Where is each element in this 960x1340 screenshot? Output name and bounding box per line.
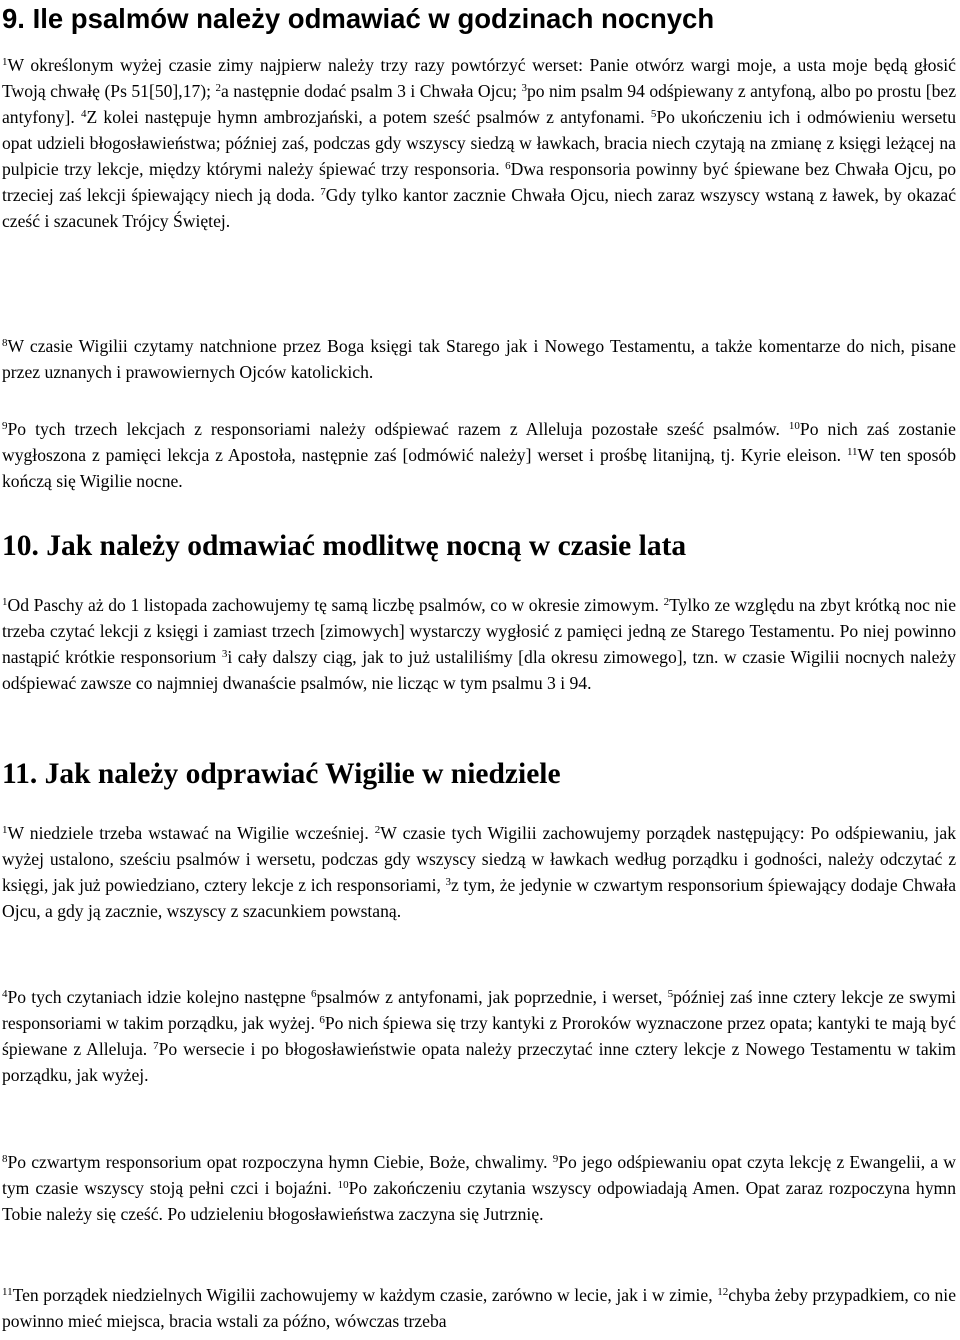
verse-text: psalmów z antyfonami, jak poprzednie, i werset, bbox=[316, 987, 668, 1007]
verse-number: 9 bbox=[2, 420, 8, 432]
verse-number: 1 bbox=[2, 596, 8, 608]
verse-text: po nim psalm 94 odśpiewany z antyfoną, albo po prostu [bez antyfony]. bbox=[2, 81, 957, 127]
verse-text: z tym, że jedynie w czwartym responsorium śpiewający dodaje Chwała Ojcu, a gdy ją zacznie, wszyscy z szacunkiem powstaną. bbox=[2, 875, 956, 921]
verse-number: 11 bbox=[2, 1286, 13, 1298]
section-title: 10. Jak należy odmawiać modlitwę nocną w czasie lata bbox=[2, 530, 687, 562]
paragraph bbox=[2, 52, 956, 234]
verse-number: 10 bbox=[337, 1179, 349, 1191]
section-11-p1 bbox=[2, 820, 956, 924]
paragraph bbox=[2, 1149, 956, 1227]
verse-text: Po tych trzech lekcjach z responsoriami należy odśpiewać razem z Alleluja pozostałe sześć psalmów. bbox=[7, 419, 789, 439]
section-11 bbox=[2, 757, 956, 791]
paragraph bbox=[2, 416, 956, 494]
paragraph bbox=[2, 333, 956, 385]
verse-text: Po nich śpiewa się trzy kantyki z Proroków wyznaczone przez opata; kantyki te mają być śpiewane z Alleluja. bbox=[2, 1013, 956, 1059]
verse-text: później zaś inne cztery lekcje ze swymi responsoriami w takim porządku, jak wyżej. bbox=[2, 987, 957, 1033]
verse-number: 7 bbox=[320, 186, 326, 198]
verse-text: Tylko ze względu na zbyt krótką noc nie trzeba czytać lekcji z księgi i zamiast trzech [zimowych] wystarczy wygłosić z pamięci jedną ze Starego Testamentu. Po niej powinno nastąpić krótkie responsorium bbox=[2, 595, 957, 667]
verse-text: W czasie tych Wigilii zachowujemy porządek następujący: Po odśpiewaniu, jak wyżej ustalono, sześciu psalmów i wersetu, podczas gdy wszyscy siedzą w ławkach według porządku i godności, należy odczytać z księgi, jak już powiedziano, cztery lekcje z ich responsoriami, bbox=[2, 823, 956, 895]
verse-number: 2 bbox=[215, 82, 221, 94]
verse-text: W ten sposób kończą się Wigilie nocne. bbox=[2, 445, 957, 491]
section-9-p3 bbox=[2, 416, 956, 494]
paragraph bbox=[2, 984, 956, 1088]
verse-number: 12 bbox=[717, 1286, 729, 1298]
paragraph bbox=[2, 1282, 956, 1334]
verse-text: Dwa responsoria powinny być śpiewane bez Chwała Ojcu, po trzeciej zaś lekcji śpiewający niech ją doda. bbox=[2, 159, 957, 205]
section-title: 9. Ile psalmów należy odmawiać w godzinach nocnych bbox=[2, 3, 715, 34]
section-title: 11. Jak należy odprawiać Wigilie w niedziele bbox=[2, 758, 561, 790]
section-9 bbox=[2, 2, 956, 36]
section-11-p3 bbox=[2, 1149, 956, 1227]
verse-number: 4 bbox=[2, 988, 8, 1000]
verse-number: 3 bbox=[221, 648, 228, 660]
verse-text: Gdy tylko kantor zacznie Chwała Ojcu, niech zaraz wszyscy wstaną z ławek, by okazać cześć i szacunek Trójcy Świętej. bbox=[2, 185, 956, 231]
verse-number: 8 bbox=[2, 337, 8, 349]
verse-text: W określonym wyżej czasie zimy najpierw należy trzy razy powtórzyć werset: Panie otwórz wargi moje, a usta moje będą głosić Twoją chwałę (Ps 51[50],17); bbox=[2, 55, 956, 101]
verse-text: a następnie dodać psalm 3 i Chwała Ojcu; bbox=[221, 81, 522, 101]
verse-number: 7 bbox=[153, 1040, 159, 1052]
verse-number: 10 bbox=[788, 420, 800, 432]
verse-number: 8 bbox=[2, 1153, 8, 1165]
section-11-p4 bbox=[2, 1282, 956, 1334]
verse-text: W niedziele trzeba wstawać na Wigilie wcześniej. bbox=[7, 823, 375, 843]
verse-number: 11 bbox=[846, 446, 858, 458]
verse-text: Od Paschy aż do 1 listopada zachowujemy tę samą liczbę psalmów, co w okresie zimowym. bbox=[7, 595, 664, 615]
paragraph bbox=[2, 592, 956, 696]
verse-text: Po ukończeniu ich i odmówieniu wersetu opat udzieli błogosławieństwa; później zaś, podczas gdy wszyscy siedzą w ławkach, bracia niech czytają na zmianę z księgi leżącej na pulpicie trzy lekcje, między którymi należy śpiewać trzy responsoria. bbox=[2, 107, 956, 179]
verse-number: 6 bbox=[505, 160, 511, 172]
verse-number: 3 bbox=[521, 82, 527, 94]
verse-number: 3 bbox=[445, 876, 451, 888]
verse-text: Po jego odśpiewaniu opat czyta lekcję z Ewangelii, a w tym czasie wszyscy stoją pełni czci i bojaźni. bbox=[2, 1152, 957, 1198]
verse-number: 2 bbox=[663, 596, 670, 608]
verse-text: Po zakończeniu czytania wszyscy odpowiadają Amen. Opat zaraz rozpoczyna hymn Tobie należy się cześć. Po udzieleniu błogosławieństwa zaczyna się Jutrznię. bbox=[2, 1178, 956, 1224]
verse-text: W czasie Wigilii czytamy natchnione przez Boga księgi tak Starego jak i Nowego Testamentu, a także komentarze do nich, pisane przez uznanych i prawowiernych Ojców katolickich. bbox=[2, 336, 956, 382]
verse-text: Po czwartym responsorium opat rozpoczyna hymn Ciebie, Boże, chwalimy. bbox=[7, 1152, 553, 1172]
verse-text: Po nich zaś zostanie wygłoszona z pamięci lekcja z Apostoła, następnie zaś [odmówić należy] werset i prośbę litanijną, tj. Kyrie eleison. bbox=[2, 419, 956, 465]
verse-number: 9 bbox=[552, 1153, 559, 1165]
section-10 bbox=[2, 529, 956, 563]
verse-text: Po tych czytaniach idzie kolejno następne bbox=[7, 987, 311, 1007]
verse-text: chyba żeby przypadkiem, co nie powinno mieć miejsca, bracia wstali za późno, wówczas trzeba bbox=[2, 1285, 956, 1331]
verse-number: 1 bbox=[2, 824, 8, 836]
verse-text: i cały dalszy ciąg, jak to już ustaliliśmy [dla okresu zimowego], tzn. w czasie Wigilii nocnych należy odśpiewać zawsze co najmniej dwanaście psalmów, nie licząc w tym psalmu 3 i 94. bbox=[2, 647, 957, 693]
section-11-p2 bbox=[2, 984, 956, 1088]
verse-number: 6 bbox=[319, 1014, 325, 1026]
verse-number: 4 bbox=[80, 108, 87, 120]
verse-number: 6 bbox=[310, 988, 317, 1000]
verse-number: 5 bbox=[667, 988, 674, 1000]
verse-text: Po wersecie i po błogosławieństwie opata należy przeczytać inne cztery lekcje z Nowego Testamentu w takim porządku, jak wyżej. bbox=[2, 1039, 956, 1085]
verse-number: 1 bbox=[2, 56, 8, 68]
paragraph bbox=[2, 820, 956, 924]
verse-number: 5 bbox=[650, 108, 657, 120]
verse-number: 2 bbox=[374, 824, 381, 836]
section-10-p1 bbox=[2, 592, 956, 696]
verse-text: Z kolei następuje hymn ambrozjański, a potem sześć psalmów z antyfonami. bbox=[86, 107, 651, 127]
verse-text: Ten porządek niedzielnych Wigilii zachowujemy w każdym czasie, zarówno w lecie, jak i w zimie, bbox=[12, 1285, 718, 1305]
section-9-p1 bbox=[2, 52, 956, 234]
section-9-p2 bbox=[2, 333, 956, 385]
